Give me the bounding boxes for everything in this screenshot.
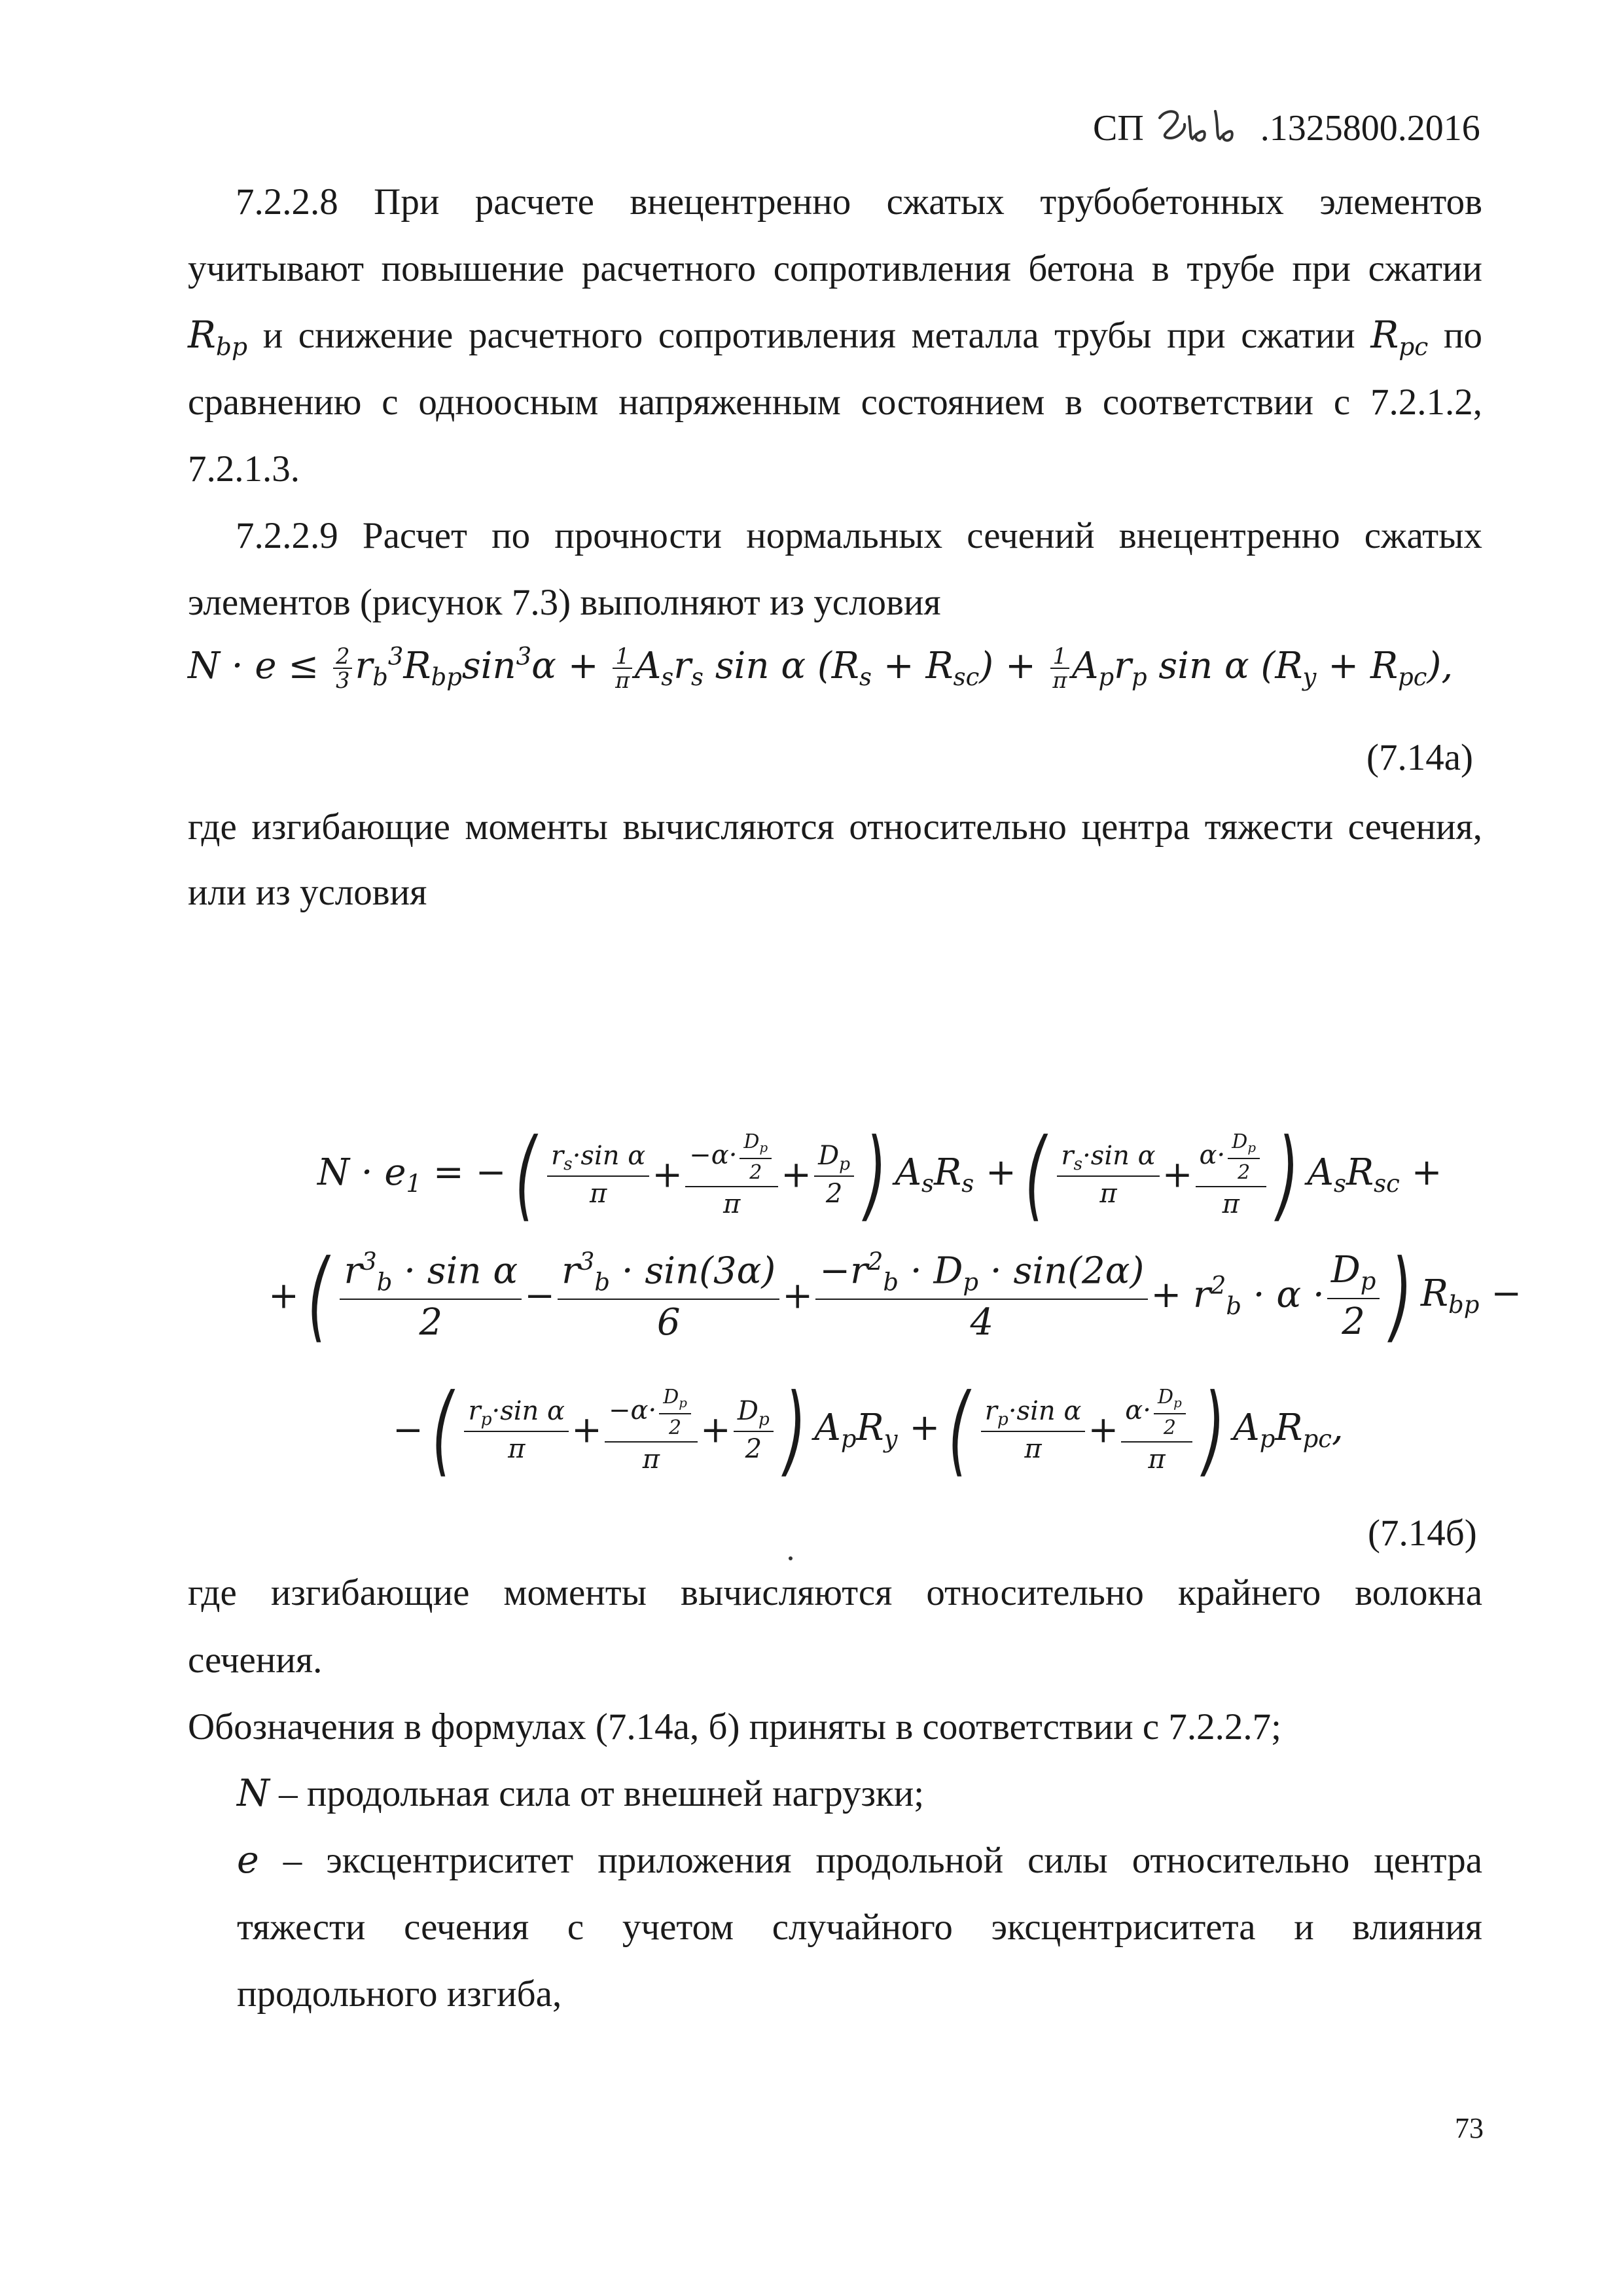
code-suffix: .1325800.2016 [1260, 108, 1480, 149]
formula-714a: N · e ≤ $\frac{2}{3}$ $r_b^3R_{bp}\sin^3\alpha$ + $\frac{1}{\pi}$ $A_sr_s$ sin α $(R_s + R_{sc})$ + $\frac{1}{\pi}$ $A_pr_p$ sin α $(R_y + R_{pc})$, [188, 642, 1454, 694]
notation-N-text: – продольная сила от внешней нагрузки; [279, 1773, 925, 1814]
notation-e-text: – эксцентриситет приложения продольной силы относительно центра [283, 1840, 1483, 1881]
para-7228-line4: сравнению с одноосным напряженным состоянием в соответствии с 7.2.1.2, [188, 382, 1482, 423]
after-a-line2: или из условия [188, 872, 427, 913]
notation-e-line1 [237, 1839, 1483, 1882]
formula-714b-row1: $N \cdot e_1$ = −( $\frac{r_s\cdot\sin \alpha}{\pi}$ + −α· $\frac{D_p}{2}$ π + $\frac{D_p}{2}$ ) $A_sR_s$ +( $\frac{r_s\cdot\sin \alpha}{\pi}$ + α· $\frac{D_p}{2}$ π ) $A_sR_{sc}$ + [317, 1118, 1442, 1232]
formula-714a-number: (7.14а) [1366, 737, 1474, 778]
notation-e-line3: продольного изгиба, [237, 1973, 562, 2015]
formula-714b-row2: +( $\frac{r^3_b \cdot \sin \alpha}{2}$ − $\frac{r^3_b \cdot \sin(3\alpha)}{6}$ + $\frac{-r^2_b \cdot D_p \cdot \sin(2\alpha)}{4}$ + $r^2_b \cdot \alpha$ · $\frac{D_p}{2}$ ) $R_{bp}$ − [268, 1239, 1522, 1353]
para-7228-line3-text: и снижение расчетного сопротивления металла трубы при сжатии [262, 315, 1355, 356]
para-7228-line2: учитывают повышение расчетного сопротивления бетона в трубе при сжатии [188, 248, 1482, 289]
notation-intro: Обозначения в формулах (7.14а, б) приняты в соответствии с 7.2.2.7; [188, 1706, 1282, 1748]
para-7228-line3-end: по [1443, 315, 1482, 356]
after-a-line1: где изгибающие моменты вычисляются относительно центра тяжести сечения, [188, 806, 1482, 848]
document-code [1093, 105, 1480, 149]
formula-714b-number: (7.14б) [1368, 1513, 1477, 1554]
code-prefix: СП [1093, 108, 1144, 149]
formula-714b-row3: −( $\frac{r_p\cdot\sin \alpha}{\pi}$ + −α· $\frac{D_p}{2}$ π + $\frac{D_p}{2}$ ) $A_pR_y$ +( $\frac{r_p\cdot\sin \alpha}{\pi}$ + α· $\frac{D_p}{2}$ π ) $A_pR_{pc}$, [393, 1373, 1344, 1487]
handwritten-number-signature [1153, 105, 1251, 145]
after-b-line1: где изгибающие моменты вычисляются относительно крайнего волокна [188, 1572, 1482, 1613]
para-7228-line1: 7.2.2.8 При расчете внецентренно сжатых трубобетонных элементов [236, 181, 1482, 223]
after-b-line2: сечения. [188, 1640, 323, 1681]
para-7229-line2: элементов (рисунок 7.3) выполняют из условия [188, 582, 941, 623]
scan-speck [789, 1556, 793, 1560]
notation-e-line2: тяжести сечения с учетом случайного эксцентриситета и влияния [237, 1907, 1482, 1948]
para-7228-line3: $R_{bp}$ и снижение расчетного сопротивления металла трубы при сжатии $R_{pc}$ по [188, 314, 1482, 361]
page-number: 73 [1455, 2112, 1484, 2144]
symbol-N: N [237, 1772, 270, 1815]
para-7228-line5: 7.2.1.3. [188, 448, 300, 490]
symbol-e: e [237, 1839, 259, 1882]
notation-N [237, 1772, 925, 1815]
para-7229-line1: 7.2.2.9 Расчет по прочности нормальных сечений внецентренно сжатых [236, 515, 1482, 556]
